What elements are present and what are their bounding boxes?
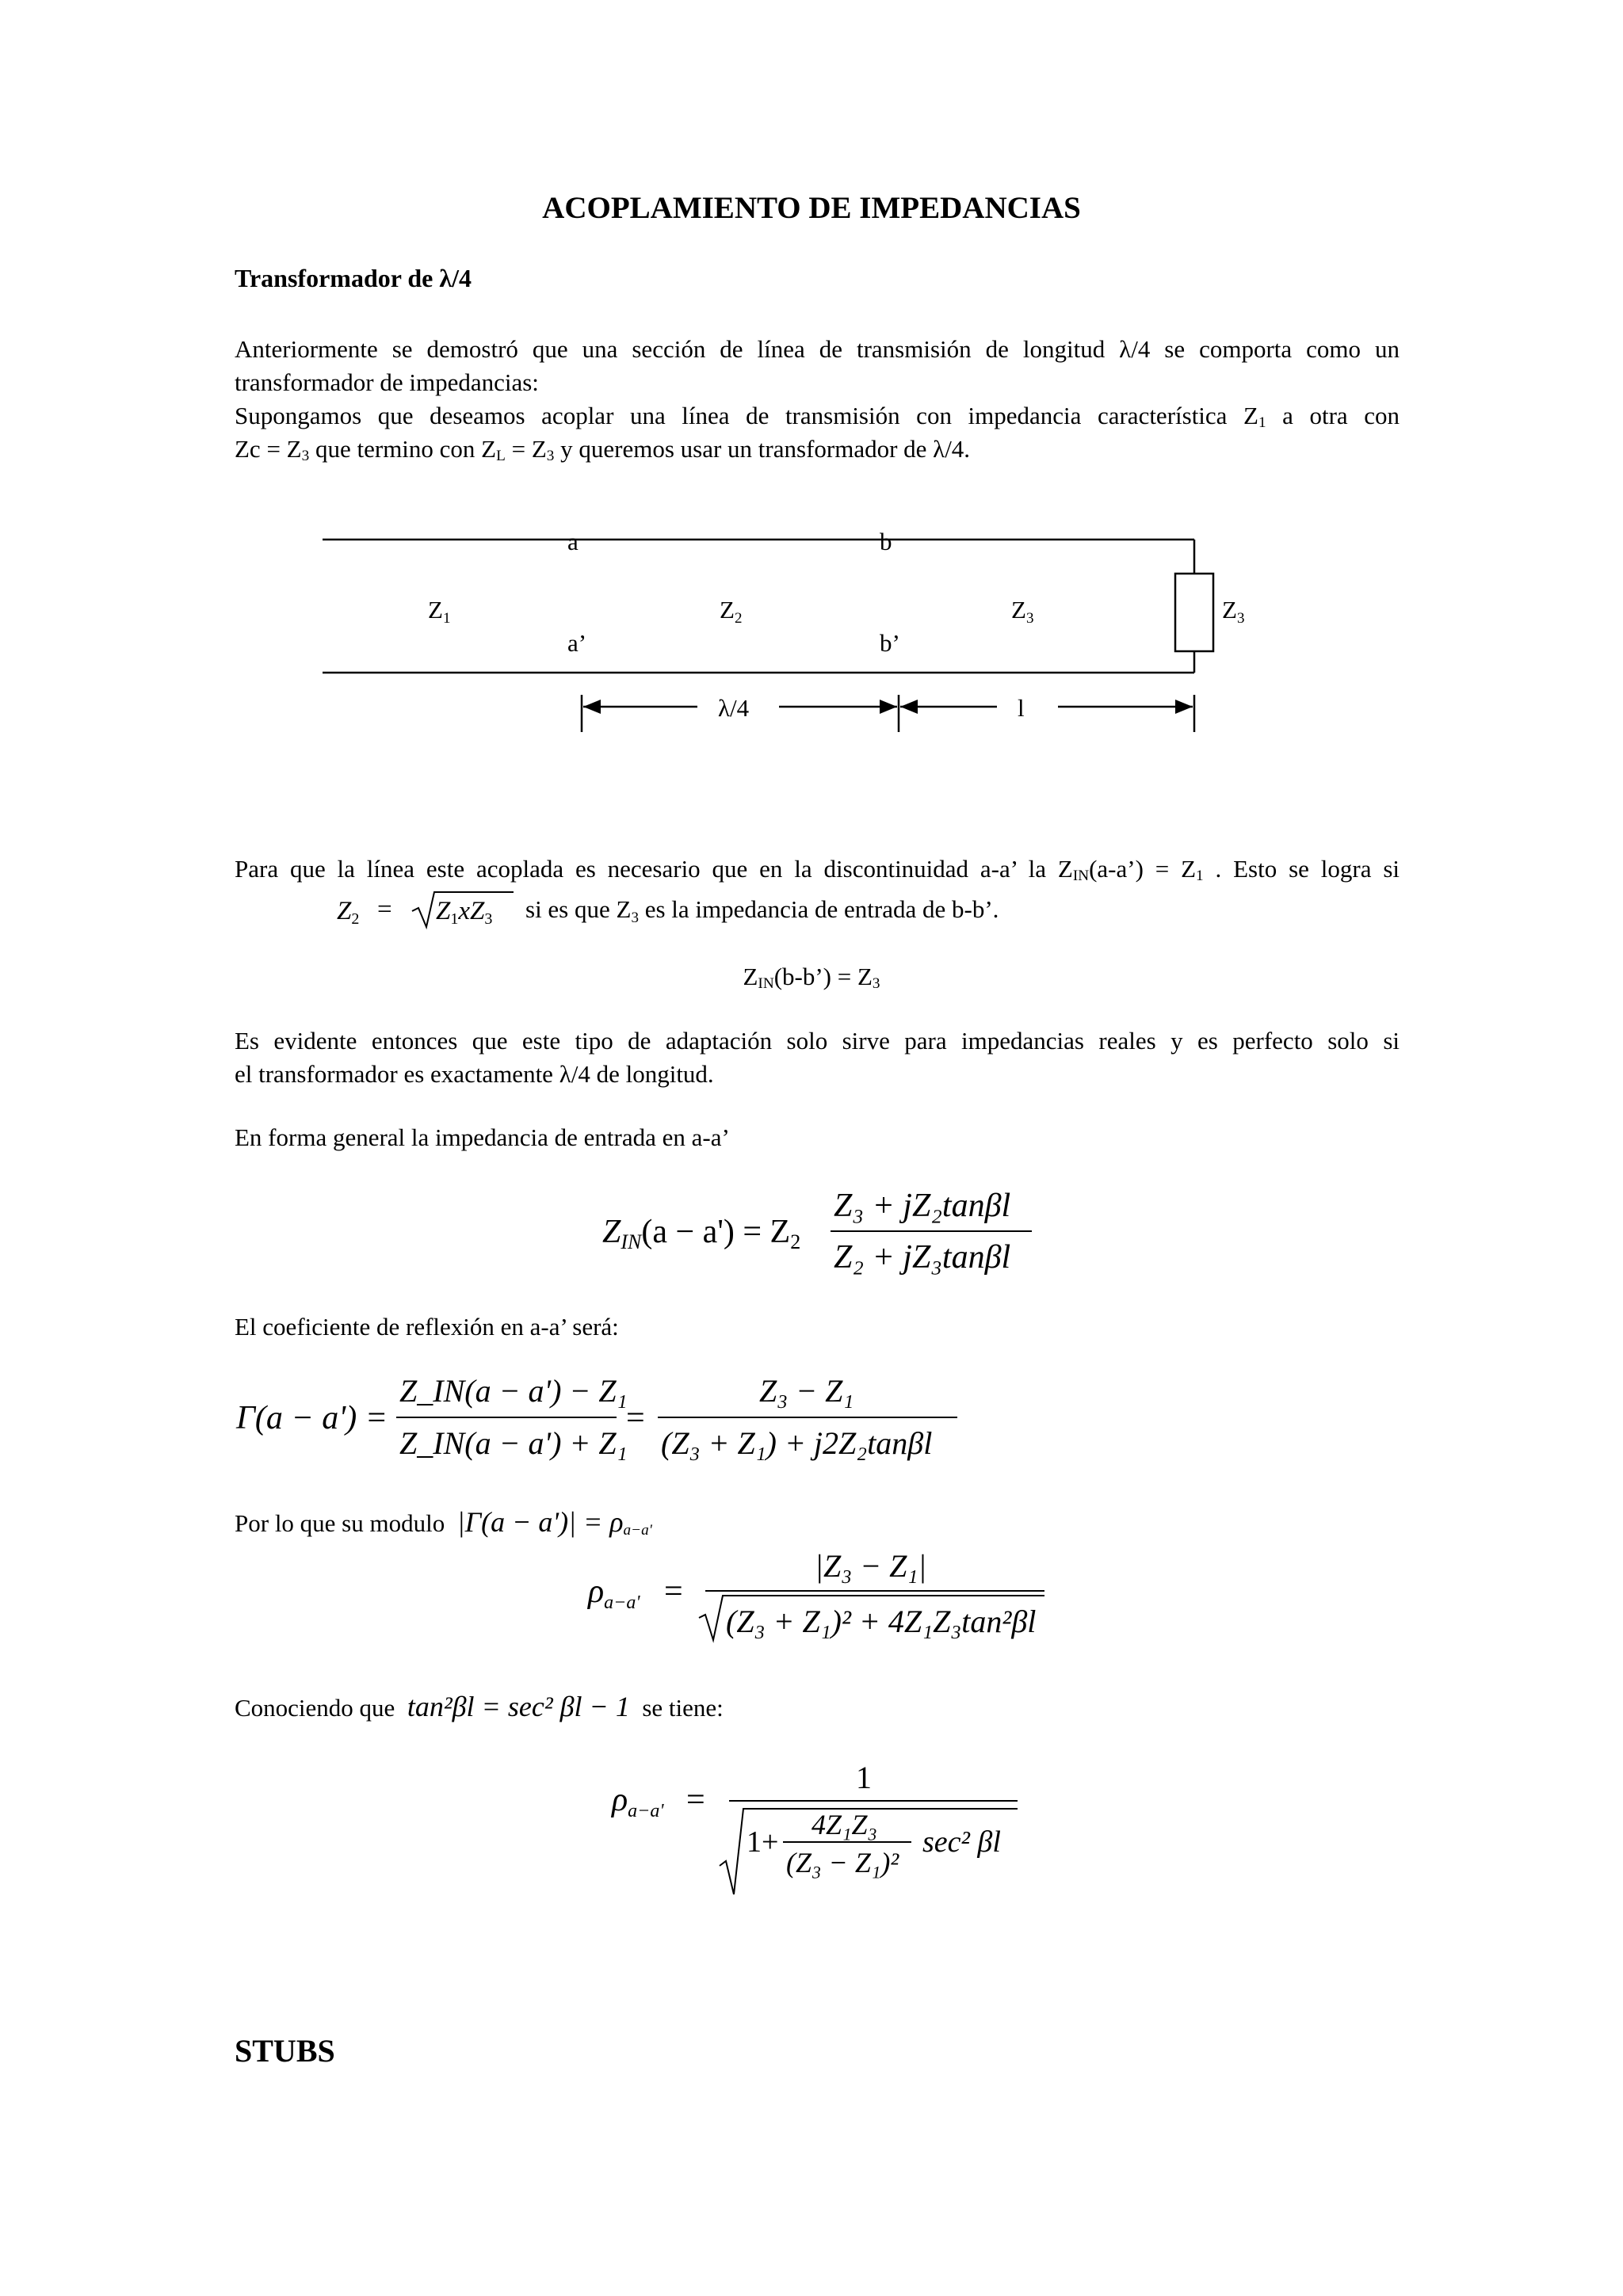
- arrowhead-3: [900, 700, 918, 714]
- page-title: ACOPLAMIENTO DE IMPEDANCIAS: [542, 191, 1081, 225]
- section-heading-quarter-wave: Transformador de λ/4: [235, 264, 472, 292]
- load-resistor: [1175, 574, 1213, 651]
- para2-line-1: Para que la línea este acoplada es necesario que en la discontinuidad a-a’ la $Z_{IN}(a-a’) = Z_1$ . Esto se logra si: [235, 855, 1400, 885]
- svg-text:si es que Z3 es la impedancia: si es que Z3 es la impedancia de entrada de b-b’.: [525, 895, 999, 926]
- svg-text:Z₃ + jZ₂tanβl: Z₃ + jZ₂tanβl: [834, 1188, 1011, 1224]
- label-length: l: [1018, 694, 1025, 722]
- zin-bb-equation: $Z_{IN}(b-b’) = Z_3$: [743, 963, 880, 993]
- arrowhead-2: [880, 700, 897, 714]
- svg-text:=: =: [626, 1400, 645, 1436]
- svg-text:Z₃ − Z₁: Z₃ − Z₁: [759, 1373, 854, 1409]
- para6-line: Por lo que su modulo $|\Gamma(a - a')| = \rho_{a-a'}$: [235, 1506, 652, 1539]
- svg-text:Z₂ + jZ₃tanβl: Z₂ + jZ₃tanβl: [834, 1239, 1011, 1276]
- label-z1: Z1: [428, 596, 451, 627]
- svg-text:=: =: [686, 1782, 705, 1818]
- section-heading-stubs: STUBS: [235, 2033, 335, 2069]
- svg-text:Z2: Z2: [337, 897, 360, 928]
- intro-line-3: Supongamos que deseamos acoplar una línea de transmisión con impedancia característica $Z_1$ a otra con: [235, 402, 1400, 432]
- intro-line-1: Anteriormente se demostró que una sección de línea de transmisión de longitud λ/4 se comporta como un: [235, 335, 1400, 363]
- svg-text:=: =: [377, 895, 392, 924]
- arrowhead-4: [1175, 700, 1193, 714]
- intro-line-2: transformador de impedancias:: [235, 368, 539, 396]
- rho-equation-1: [579, 1545, 1070, 1648]
- para5-line-1: El coeficiente de reflexión en a-a’ será:: [235, 1313, 619, 1341]
- label-z3: Z3: [1011, 596, 1034, 627]
- svg-text:1+: 1+: [747, 1825, 779, 1859]
- para4-line-1: En forma general la impedancia de entrada en a-a’: [235, 1123, 730, 1151]
- label-a: a: [567, 528, 579, 555]
- para3-line-2: el transformador es exactamente λ/4 de longitud.: [235, 1060, 714, 1088]
- transmission-line-diagram: [0, 507, 1623, 745]
- svg-text:(Z₃ + Z₁)² + 4Z₁Z₃tan²βl: (Z₃ + Z₁)² + 4Z₁Z₃tan²βl: [726, 1604, 1037, 1639]
- reflection-coefficient-equation: [230, 1367, 1022, 1470]
- svg-text:ρa−a': ρa−a': [588, 1573, 640, 1613]
- label-a-prime: a’: [567, 629, 587, 657]
- intro-line-4: $Zc = Z_3$ que termino con $Z_L = Z_3$ y queremos usar un transformador de λ/4.: [235, 435, 971, 465]
- svg-text:Z_IN(a − a') − Z₁: Z_IN(a − a') − Z₁: [399, 1373, 628, 1409]
- label-b: b: [880, 528, 892, 555]
- svg-text:Γ(a − a') =: Γ(a − a') =: [236, 1400, 388, 1436]
- svg-text:Z1xZ3: Z1xZ3: [436, 897, 493, 928]
- label-z2: Z2: [720, 596, 743, 627]
- label-zload: Z3: [1222, 596, 1245, 627]
- svg-text:sec² βl: sec² βl: [922, 1825, 1001, 1859]
- svg-text:|Z₃ − Z₁|: |Z₃ − Z₁|: [815, 1548, 927, 1584]
- svg-text:(Z₃ − Z₁)²: (Z₃ − Z₁)²: [786, 1847, 899, 1878]
- matching-condition-eq: [333, 886, 1046, 930]
- svg-text:=: =: [664, 1573, 683, 1610]
- svg-text:ρa−a': ρa−a': [612, 1782, 664, 1821]
- para3-line-1: Es evidente entonces que este tipo de adaptación solo sirve para impedancias reales y es perfecto solo si: [235, 1027, 1400, 1055]
- rho-equation-2: [610, 1755, 1054, 1905]
- svg-text:Z_IN(a − a') + Z₁: Z_IN(a − a') + Z₁: [399, 1425, 628, 1461]
- svg-text:(Z₃ + Z₁) + j2Z₂tanβl: (Z₃ + Z₁) + j2Z₂tanβl: [661, 1425, 933, 1461]
- svg-text:4Z₁Z₃: 4Z₁Z₃: [812, 1809, 878, 1840]
- svg-text:1: 1: [856, 1760, 872, 1795]
- arrowhead-1: [583, 700, 601, 714]
- svg-text:ZIN(a − a') = Z2: ZIN(a − a') = Z2: [602, 1214, 801, 1253]
- input-impedance-equation: [586, 1180, 1062, 1283]
- label-quarter-wave: λ/4: [718, 694, 750, 722]
- para7-line: Conociendo que tan²βl = sec² βl − 1 se tiene:: [235, 1691, 724, 1722]
- label-b-prime: b’: [880, 629, 900, 657]
